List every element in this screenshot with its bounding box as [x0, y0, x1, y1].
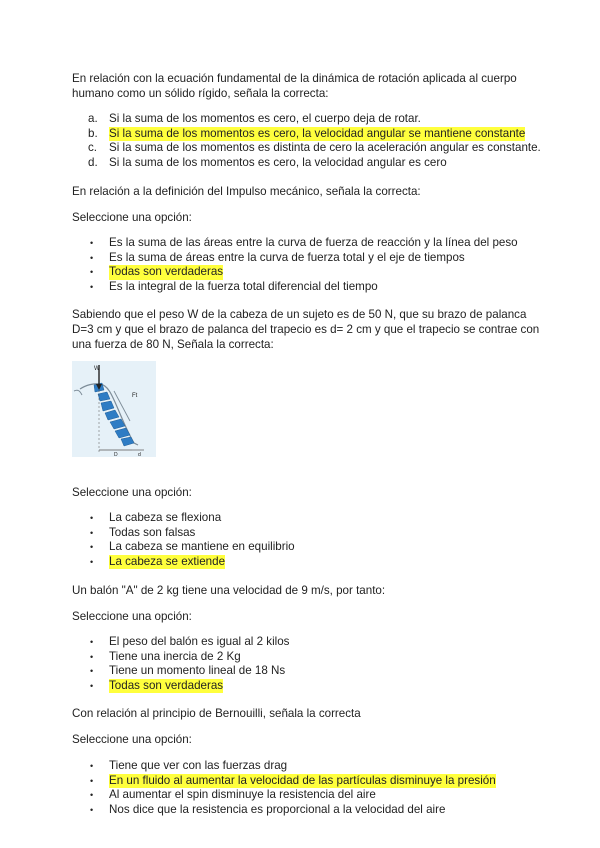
question-4-text: Un balón "A" de 2 kg tiene una velocidad de 9 m/s, por tanto: — [72, 584, 386, 597]
bullet-icon: • — [90, 252, 94, 263]
option-text: La cabeza se flexiona — [109, 511, 222, 524]
bullet-icon: • — [90, 513, 94, 523]
question-5-options — [72, 759, 552, 817]
option-text-highlighted: En un fluido al aumentar la velocidad de las partículas disminuye la presión — [109, 773, 496, 787]
option-text: Nos dice que la resistencia es proporcional a la velocidad del aire — [109, 802, 446, 816]
bullet-icon: • — [90, 790, 94, 801]
figure-background — [72, 361, 156, 457]
label-D: D — [114, 452, 118, 457]
bullet-icon: • — [90, 651, 94, 662]
label-d: d — [138, 452, 141, 457]
option-text: Tiene una inercia de 2 Kg — [109, 649, 241, 663]
option-marker: d. — [88, 155, 98, 169]
bullet-icon: • — [90, 637, 94, 647]
bullet-icon: • — [90, 804, 94, 815]
bullet-icon: • — [90, 267, 94, 278]
option-list-item — [72, 650, 552, 665]
option-list-item — [72, 679, 552, 694]
option-list-item — [72, 127, 552, 142]
option-list-item — [72, 526, 552, 541]
option-text-highlighted: Todas son verdaderas — [109, 265, 224, 279]
bullet-icon: • — [90, 556, 94, 567]
question-3-text: Sabiendo que el peso W de la cabeza de un sujeto es de 50 N, que su brazo de palanca D=3 cm y que el brazo de palanca del trapecio es d= 2 cm y que el trapecio se contrae con una fuerza de 80 N, Señala la correcta: — [72, 308, 540, 351]
neck-lever-figure — [72, 361, 156, 457]
option-text-highlighted: Si la suma de los momentos es cero, la velocidad angular se mantiene constante — [109, 126, 526, 140]
label-ft: Ft — [132, 393, 138, 399]
bullet-icon: • — [90, 542, 94, 553]
option-list-item — [72, 112, 552, 127]
option-list-item — [72, 664, 552, 679]
option-text: Es la suma de las áreas entre la curva de fuerza de reacción y la línea del peso — [109, 236, 518, 249]
option-list-item — [72, 280, 552, 295]
question-4-prompt: Seleccione una opción: — [72, 610, 192, 623]
option-list-item — [72, 759, 552, 774]
bullet-icon: • — [90, 761, 94, 771]
option-list-item — [72, 251, 552, 266]
option-text: Al aumentar el spin disminuye la resistencia del aire — [109, 788, 376, 802]
option-list-item — [72, 265, 552, 280]
option-text-highlighted: Todas son verdaderas — [109, 678, 224, 692]
option-text: El peso del balón es igual al 2 kilos — [109, 635, 290, 648]
option-text: Si la suma de los momentos es distinta de cero la aceleración angular es constante. — [109, 141, 541, 155]
option-list-item — [72, 788, 552, 803]
label-w: W — [94, 366, 100, 372]
option-list-item — [72, 511, 552, 526]
option-text: Es la suma de áreas entre la curva de fuerza total y el eje de tiempos — [109, 250, 465, 264]
option-list-item — [72, 540, 552, 555]
option-marker: b. — [88, 126, 98, 140]
bullet-icon: • — [90, 527, 94, 538]
option-text: Si la suma de los momentos es cero, la velocidad angular es cero — [109, 155, 447, 169]
option-text: La cabeza se mantiene en equilibrio — [109, 540, 295, 554]
question-3-options — [72, 511, 552, 569]
option-list-item — [72, 635, 552, 650]
option-list-item — [72, 156, 552, 171]
bullet-icon: • — [90, 775, 94, 786]
option-text-highlighted: La cabeza se extiende — [109, 554, 226, 568]
question-5-text: Con relación al principio de Bernouilli, señala la correcta — [72, 707, 361, 720]
option-text: Es la integral de la fuerza total diferencial del tiempo — [109, 279, 378, 293]
option-list-item — [72, 236, 552, 251]
question-4-options — [72, 635, 552, 693]
option-list-item — [72, 555, 552, 570]
option-text: Tiene un momento lineal de 18 Ns — [109, 664, 286, 678]
question-3-prompt: Seleccione una opción: — [72, 486, 192, 499]
option-marker: c. — [88, 141, 98, 155]
option-text: Si la suma de los momentos es cero, el cuerpo deja de rotar. — [109, 112, 421, 125]
bullet-icon: • — [90, 238, 94, 248]
question-2-prompt: Seleccione una opción: — [72, 211, 192, 224]
option-text: Todas son falsas — [109, 525, 196, 539]
question-1-options — [72, 112, 552, 170]
bullet-icon: • — [90, 680, 94, 691]
question-5-prompt: Seleccione una opción: — [72, 733, 192, 746]
option-list-item — [72, 141, 552, 156]
option-list-item — [72, 803, 552, 818]
bullet-icon: • — [90, 281, 94, 292]
question-2-text: En relación a la definición del Impulso mecánico, señala la correcta: — [72, 185, 421, 198]
question-1-text: En relación con la ecuación fundamental de la dinámica de rotación aplicada al cuerpo humano como un sólido rígido, señala la correcta: — [72, 72, 517, 100]
option-text: Tiene que ver con las fuerzas drag — [109, 759, 288, 772]
question-2-options — [72, 236, 552, 294]
option-marker: a. — [88, 112, 98, 125]
option-list-item — [72, 774, 552, 789]
bullet-icon: • — [90, 666, 94, 677]
